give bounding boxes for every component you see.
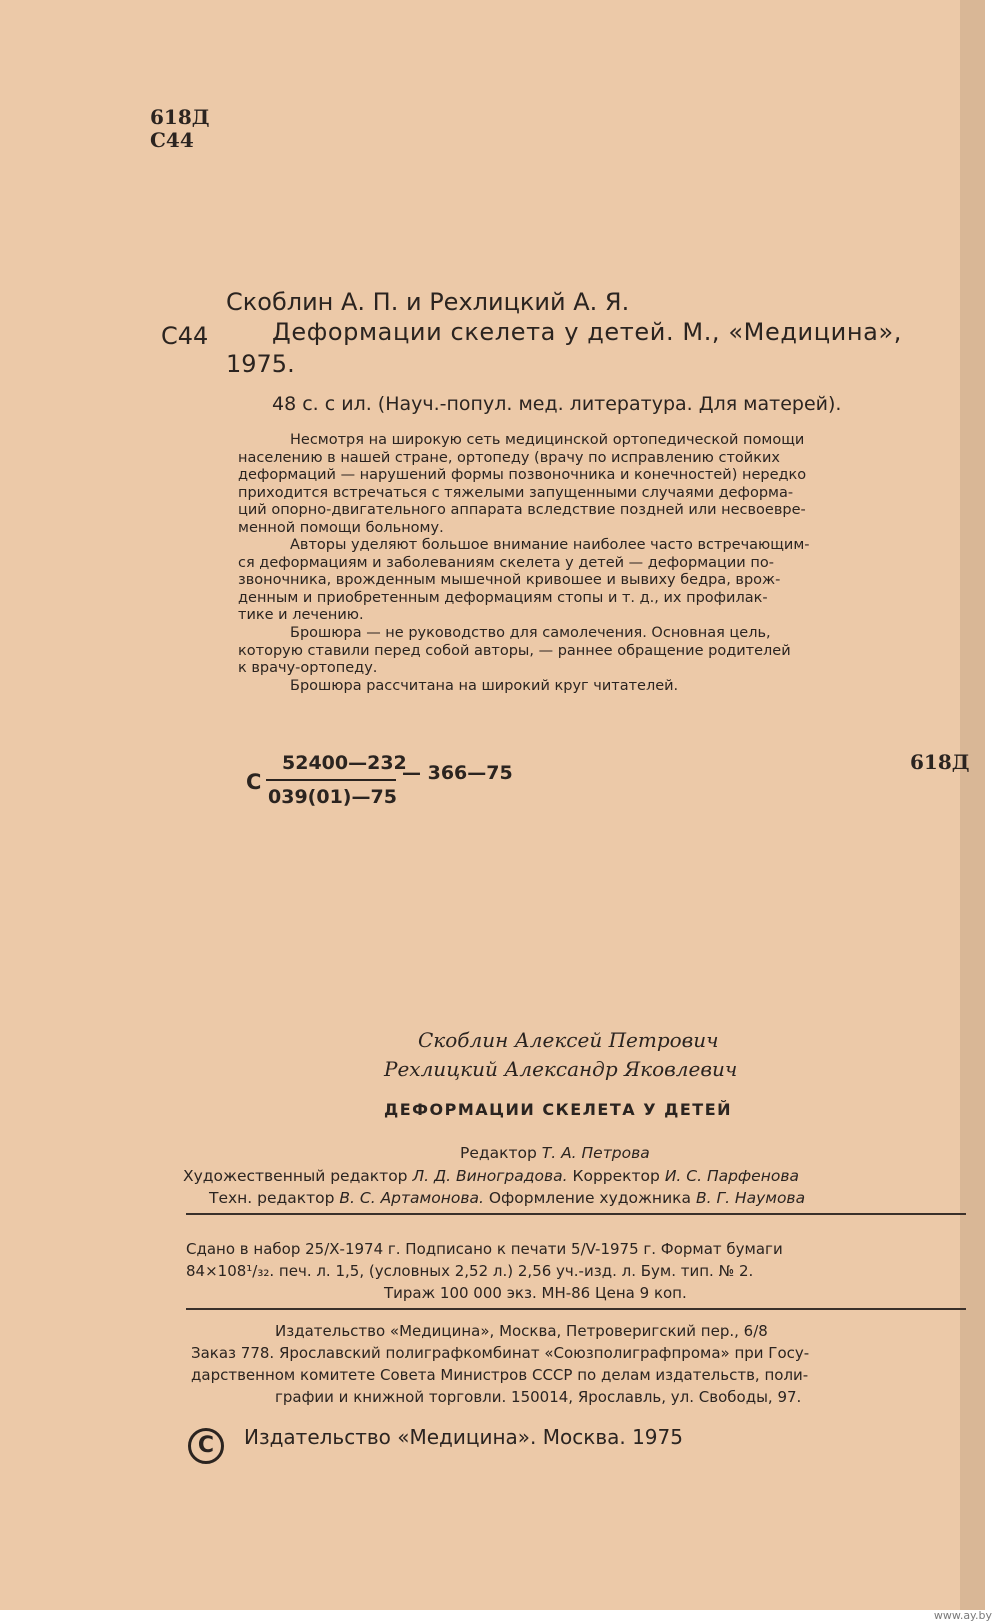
abstract-line: Брошюра рассчитана на широкий круг читателей. [290, 678, 679, 694]
publisher-line-1: Издательство «Медицина», Москва, Петроверигский пер., 6/8 [275, 1322, 768, 1340]
colophon-author-2: Рехлицкий Александр Яковлевич [384, 1057, 738, 1081]
abstract-line: Авторы уделяют большое внимание наиболее часто встречающим- [290, 537, 810, 553]
abstract-line: Брошюра — не руководство для самолечения. Основная цель, [290, 625, 771, 641]
abstract-paragraph-4 [238, 678, 958, 696]
abstract-line: ся деформациям и заболеваниям скелета у детей — деформации по- [238, 554, 774, 571]
classification-denominator: 039(01)—75 [268, 786, 397, 808]
header-code-top: 618Д [150, 105, 210, 129]
citation-year: 1975. [226, 350, 295, 378]
colophon-author-1: Скоблин Алексей Петрович [418, 1028, 719, 1052]
abstract-line: денным и приобретенным деформациям стопы и т. д., их профилак- [238, 589, 768, 606]
publisher-line-4: графии и книжной торговли. 150014, Ярославль, ул. Свободы, 97. [275, 1388, 802, 1406]
copyright-text: Издательство «Медицина». Москва. 1975 [244, 1425, 683, 1449]
design-label: Оформление художника [488, 1189, 692, 1207]
art-editor-line [183, 1167, 799, 1185]
print-line-3: Тираж 100 000 экз. МН-86 Цена 9 коп. [384, 1284, 687, 1302]
abstract-line: Несмотря на широкую сеть медицинской ортопедической помощи [290, 432, 805, 448]
classification-letter: С [246, 770, 262, 794]
abstract-paragraph-2 [238, 537, 958, 625]
tech-editor-line [209, 1189, 805, 1207]
abstract-paragraph-1 [238, 432, 958, 537]
fraction-bar [266, 779, 396, 781]
tech-editor-name: В. С. Артамонова. [339, 1189, 484, 1207]
colophon-divider-top [186, 1213, 966, 1215]
watermark: www.ay.by [933, 1609, 992, 1622]
art-editor-label: Художественный редактор [183, 1167, 408, 1185]
copyright-icon: C [188, 1428, 224, 1464]
abstract-paragraph-3 [238, 625, 958, 678]
colophon-title: ДЕФОРМАЦИИ СКЕЛЕТА У ДЕТЕЙ [384, 1100, 733, 1119]
abstract-line: менной помощи больному. [238, 519, 444, 536]
abstract-line: деформаций — нарушений формы позвоночника и конечностей) нередко [238, 467, 807, 483]
citation-details: 48 с. с ил. (Науч.-попул. мед. литература. Для матерей). [272, 393, 842, 415]
classification-code-right: 618Д [910, 750, 970, 774]
print-line-1: Сдано в набор 25/Х-1974 г. Подписано к печати 5/V-1975 г. Формат бумаги [186, 1240, 783, 1258]
classification-numerator: 52400—232 [282, 752, 407, 774]
abstract-line: к врачу-ортопеду. [238, 660, 378, 676]
classification-suffix: — 366—75 [402, 762, 513, 784]
publisher-line-3: дарственном комитете Совета Министров СССР по делам издательств, поли- [191, 1366, 809, 1384]
publisher-line-2: Заказ 778. Ярославский полиграфкомбинат «Союзполиграфпрома» при Госу- [191, 1344, 810, 1362]
citation-authors: Скоблин А. П. и Рехлицкий А. Я. [226, 288, 630, 316]
abstract-line: ций опорно-двигательного аппарата вследствие поздней или несвоевре- [238, 502, 806, 518]
art-editor-name: Л. Д. Виноградова. [412, 1167, 568, 1185]
tech-editor-label: Техн. редактор [209, 1189, 335, 1207]
corrector-label: Корректор [572, 1167, 660, 1185]
editor-name: Т. А. Петрова [541, 1144, 650, 1162]
header-code-bottom: С44 [150, 128, 194, 152]
abstract-line: тике и лечению. [238, 607, 364, 623]
corrector-name: И. С. Парфенова [664, 1167, 799, 1185]
abstract-line: населению в нашей стране, ортопеду (врачу по исправлению стойких [238, 449, 780, 466]
design-name: В. Г. Наумова [695, 1189, 806, 1207]
print-line-2: 84×108¹/₃₂. печ. л. 1,5, (условных 2,52 л.) 2,56 уч.-изд. л. Бум. тип. № 2. [186, 1262, 754, 1280]
colophon-divider-bottom [186, 1308, 966, 1310]
editor-label: Редактор [460, 1144, 537, 1162]
editor-line [460, 1144, 650, 1162]
citation-title: Деформации скелета у детей. М., «Медицина», [272, 318, 902, 346]
abstract-line: которую ставили перед собой авторы, — раннее обращение родителей [238, 642, 791, 659]
abstract-line: приходится встречаться с тяжелыми запущенными случаями деформа- [238, 484, 794, 501]
page-edge-shadow [960, 0, 985, 1610]
citation-marker: С44 [161, 322, 209, 350]
abstract-line: звоночника, врожденным мышечной кривошее и вывиху бедра, врож- [238, 572, 781, 588]
